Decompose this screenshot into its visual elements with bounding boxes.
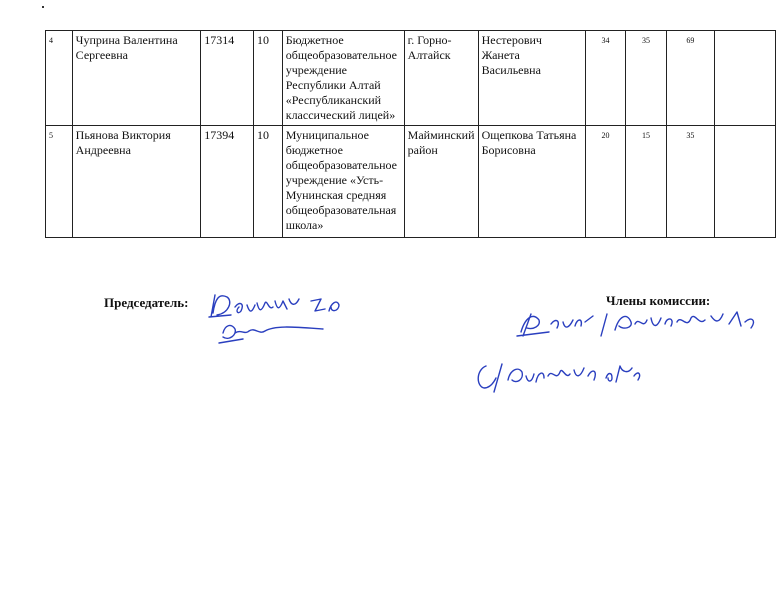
table-row: [46, 126, 776, 238]
teacher-name: Ощепкова Татьяна Борисовна: [478, 126, 585, 238]
member-signature-2: [472, 352, 652, 402]
score-total: 35: [666, 126, 714, 238]
score-part-2: 35: [626, 31, 666, 126]
members-label: Члены комиссии:: [606, 293, 711, 308]
chair-signature: [205, 285, 365, 365]
results-table: [45, 30, 776, 238]
score-total: 69: [666, 31, 714, 126]
extra-cell: [715, 31, 776, 126]
locality: г. Горно-Алтайск: [404, 31, 478, 126]
school-name: Бюджетное общеобразовательное учреждение Республики Алтай «Республиканский классический лицей»: [282, 31, 404, 126]
score-part-1: 34: [585, 31, 625, 126]
chair-signature-drawing: [205, 285, 365, 360]
member-signature-2-drawing: [472, 352, 652, 397]
table-row: [46, 31, 776, 126]
chair-label: Председатель:: [104, 295, 189, 310]
scan-speck: [42, 6, 44, 8]
member-signature-1: [515, 302, 765, 347]
score-part-2: 15: [626, 126, 666, 238]
score-part-1: 20: [585, 126, 625, 238]
participant-name: Чуприна Валентина Сергеевна: [72, 31, 201, 126]
row-number: 4: [46, 31, 73, 126]
extra-cell: [715, 126, 776, 238]
member-signature-1-drawing: [515, 302, 765, 342]
school-name: Муниципальное бюджетное общеобразовательное учреждение «Усть-Мунинская средняя общеобразовательная школа»: [282, 126, 404, 238]
grade: 10: [253, 126, 282, 238]
locality: Майминский район: [404, 126, 478, 238]
participant-code: 17314: [201, 31, 254, 126]
teacher-name: Нестерович Жанета Васильевна: [478, 31, 585, 126]
participant-code: 17394: [201, 126, 254, 238]
row-number: 5: [46, 126, 73, 238]
participant-name: Пьянова Виктория Андреевна: [72, 126, 201, 238]
grade: 10: [253, 31, 282, 126]
